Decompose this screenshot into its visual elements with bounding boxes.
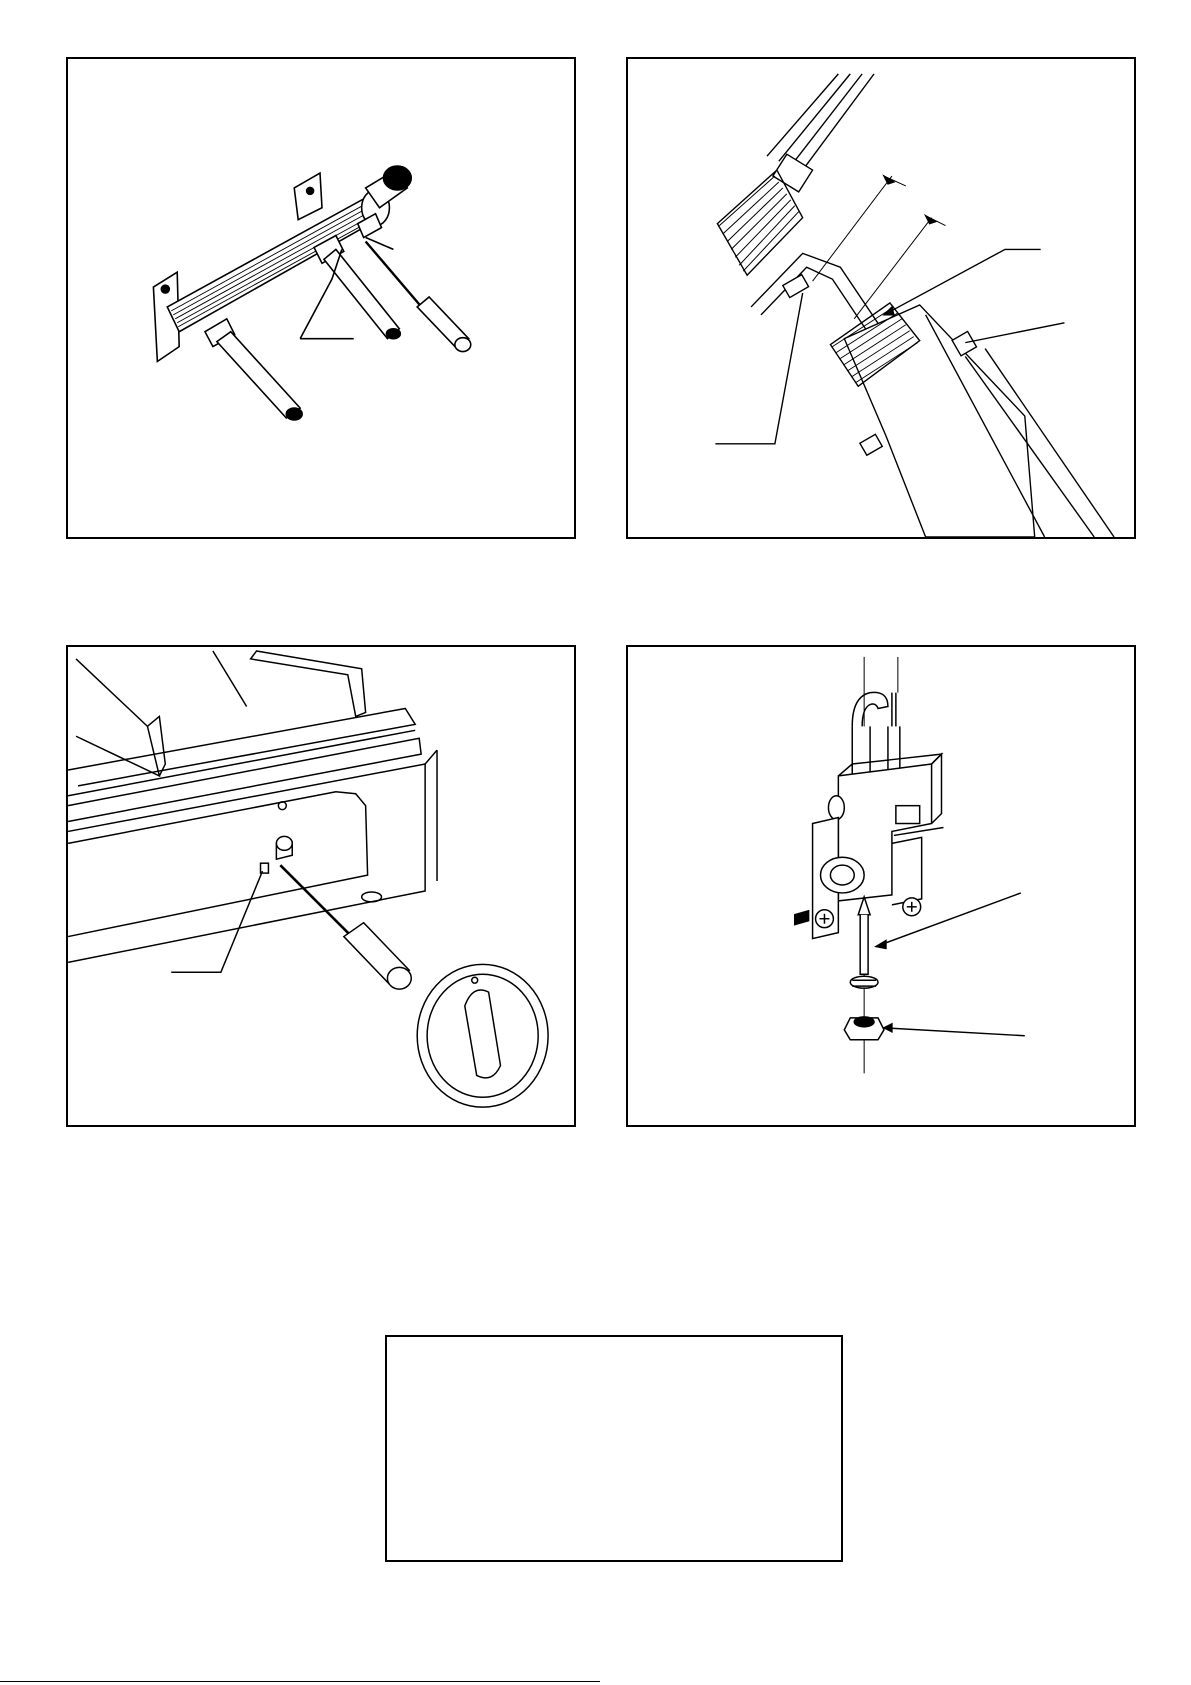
page-bottom-rule	[0, 1681, 600, 1682]
section-drawing	[628, 59, 1134, 537]
manifold-drawing	[68, 59, 574, 537]
figure-knob-adjustment	[66, 645, 576, 1127]
figure-injector-section	[626, 57, 1136, 539]
note-box	[385, 1335, 843, 1562]
cooker-front-drawing	[68, 647, 574, 1125]
pilot-assembly-drawing	[628, 647, 1134, 1125]
figure-pilot-assembly	[626, 645, 1136, 1127]
figure-manifold-injectors	[66, 57, 576, 539]
